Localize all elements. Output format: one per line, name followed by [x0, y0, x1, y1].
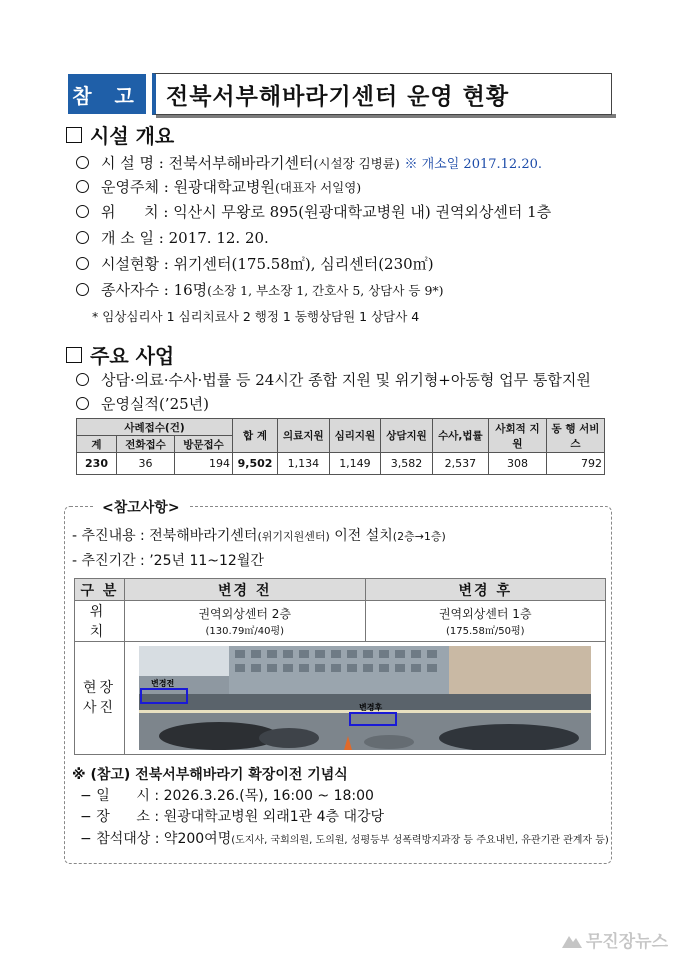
- ceremony-attendees-row: − 참석대상 : 약200여명(도지사, 국회의원, 도의원, 성평등부 성폭력방지과장 등 주요내빈, 유관기관 관계자 등): [80, 831, 609, 847]
- page-title: 전북서부해바라기센터 운영 현황: [166, 83, 510, 110]
- watermark: [562, 927, 668, 952]
- after-marker: [349, 712, 397, 726]
- stats-sub-header: 전화접수: [117, 436, 175, 453]
- facility-row-staff: 종사자수 : 16명 (소장 1, 부소장 1, 간호사 5, 상담사 등 9*): [76, 279, 444, 300]
- stats-header: 사회적 지 원: [489, 419, 547, 453]
- stats-sub-header: 방문접수: [175, 436, 233, 453]
- photo-cell: [125, 642, 606, 755]
- opening-date-note: ※ 개소일 2017.12.20.: [404, 157, 542, 172]
- stats-cell: 3,582: [381, 453, 433, 475]
- relocation-table: [74, 578, 606, 755]
- stats-header: 동 행 서비스: [547, 419, 605, 453]
- photo-tag-before: 변경전: [151, 679, 175, 688]
- reference-content-row: - 추진내용 : 전북해바라기센터(위기지원센터) 이전 설치(2층→1층): [72, 528, 446, 544]
- reference-label: <참고사항>: [94, 497, 188, 517]
- site-photo: [139, 646, 591, 750]
- row-label: 위 치: [101, 203, 159, 221]
- facility-row-opening: 개 소 일 : 2017. 12. 20.: [76, 227, 269, 248]
- stats-sub-header: 계: [77, 436, 117, 453]
- stats-header: 수사,법률: [432, 419, 488, 453]
- row-sub: (대표자 서일영): [275, 180, 362, 195]
- stats-cell: 230: [77, 453, 117, 475]
- stats-cell: 2,537: [432, 453, 488, 475]
- location-before: [125, 601, 366, 642]
- row-label: 종사자수: [101, 281, 159, 299]
- photo-tag-after: 변경후: [359, 703, 383, 712]
- row-value: 원광대학교병원: [173, 178, 275, 196]
- circle-bullet-icon: [76, 397, 89, 410]
- row-value: 2017. 12. 20.: [168, 229, 269, 247]
- stats-header: 합 계: [233, 419, 278, 453]
- row-label: 참석대상: [96, 831, 151, 847]
- staff-note: * 임상심리사 1 심리치료사 2 행정 1 동행상담원 1 상담사 4: [92, 309, 420, 324]
- ref-item-label: 추진내용 :: [81, 528, 145, 544]
- row-label: 장 소: [96, 809, 150, 825]
- change-header: 구 분: [75, 579, 125, 601]
- section2-heading: [66, 340, 174, 369]
- circle-bullet-icon: [76, 180, 89, 193]
- stats-cell: 308: [489, 453, 547, 475]
- ceremony-place-row: − 장 소 : 원광대학교병원 외래1관 4층 대강당: [80, 809, 385, 825]
- circle-bullet-icon: [76, 156, 89, 169]
- change-header: 변경 후: [365, 579, 606, 601]
- title-box: [152, 73, 612, 115]
- site-photo-image: [139, 646, 591, 750]
- row-label: 시설현황: [101, 255, 159, 273]
- section1-heading: [66, 120, 174, 149]
- photo-label: 현장 사진: [75, 642, 125, 755]
- before-text: 권역외상센터 2층: [198, 607, 292, 621]
- stats-cell: 1,134: [278, 453, 330, 475]
- square-bullet-icon: [66, 127, 82, 143]
- facility-row-status: 시설현황 : 위기센터(175.58㎡), 심리센터(230㎡): [76, 253, 434, 274]
- row-value: 16명: [173, 281, 208, 299]
- title-tag: 참 고: [68, 74, 146, 114]
- stats-cell: 792: [547, 453, 605, 475]
- row-label: 개 소 일: [101, 229, 155, 247]
- watermark-text: 무진장뉴스: [585, 932, 668, 952]
- row-value: 원광대학교병원 외래1관 4층 대강당: [163, 809, 385, 825]
- before-sub: (130.79㎡/40평): [205, 626, 285, 637]
- location-label: 위 치: [75, 601, 125, 642]
- stats-cell: 1,149: [329, 453, 381, 475]
- row-value: 익산시 무왕로 895(원광대학교병원 내) 권역외상센터 1층: [173, 203, 552, 221]
- row-label: 시 설 명: [101, 154, 155, 172]
- ceremony-time-row: − 일 시 : 2026.3.26.(목), 16:00 ~ 18:00: [80, 788, 374, 804]
- row-label: 운영주체: [101, 178, 159, 196]
- stats-header: 상담지원: [381, 419, 433, 453]
- after-sub: (175.58㎡/50평): [445, 626, 525, 637]
- ref-item-sub: (위기지원센터): [257, 530, 330, 543]
- facility-row-name: 시 설 명 : 전북서부해바라기센터 (시설장 김병륜) ※ 개소일 2017.12.20.: [76, 152, 542, 173]
- row-sub: (도지사, 국회의원, 도의원, 성평등부 성폭력방지과장 등 주요내빈, 유관기관 관계자 등): [231, 835, 609, 846]
- facility-row-operator: 운영주체 : 원광대학교병원 (대표자 서일영): [76, 176, 361, 197]
- ref-item-value: 전북해바라기센터: [149, 528, 258, 544]
- ref-item-label: 추진기간 :: [81, 553, 145, 569]
- section1-heading-text: 시설 개요: [90, 124, 175, 148]
- location-after: [365, 601, 606, 642]
- ceremony-title: ※ (참고) 전북서부해바라기 확장이전 기념식: [72, 767, 348, 783]
- performance-row: [76, 393, 209, 414]
- circle-bullet-icon: [76, 283, 89, 296]
- stats-table: [76, 418, 605, 475]
- row-sub: (소장 1, 부소장 1, 간호사 5, 상담사 등 9*): [207, 283, 444, 298]
- row-label: 일 시: [96, 788, 150, 804]
- after-text: 권역외상센터 1층: [438, 607, 532, 621]
- ref-item-after: 이전 설치: [329, 528, 393, 544]
- square-bullet-icon: [66, 347, 82, 363]
- row-value: 약200여명: [163, 831, 232, 847]
- business-text: 상담·의료·수사·법률 등 24시간 종합 지원 및 위기형+아동형 업무 통합지원: [101, 371, 591, 389]
- change-header: 변경 전: [125, 579, 366, 601]
- circle-bullet-icon: [76, 373, 89, 386]
- circle-bullet-icon: [76, 231, 89, 244]
- ref-item-value: ’25년 11~12월간: [149, 553, 264, 569]
- circle-bullet-icon: [76, 205, 89, 218]
- section2-heading-text: 주요 사업: [90, 344, 175, 368]
- stats-group-header: 사례접수(건): [77, 419, 233, 436]
- stats-header: 의료지원: [278, 419, 330, 453]
- ref-item-sub2: (2층→1층): [392, 530, 446, 543]
- stats-cell: 9,502: [233, 453, 278, 475]
- mountain-logo-icon: [562, 932, 582, 948]
- row-value: 위기센터(175.58㎡), 심리센터(230㎡): [173, 255, 434, 273]
- before-marker: [140, 688, 188, 704]
- circle-bullet-icon: [76, 257, 89, 270]
- table-row: [77, 453, 605, 475]
- stats-header: 심리지원: [329, 419, 381, 453]
- performance-text: 운영실적(’25년): [101, 395, 210, 413]
- reference-period-row: - 추진기간 : ’25년 11~12월간: [72, 553, 264, 569]
- row-value: 2026.3.26.(목), 16:00 ~ 18:00: [163, 788, 374, 804]
- business-row: [76, 369, 591, 390]
- row-value: 전북서부해바라기센터: [168, 154, 314, 172]
- facility-row-location: 위 치 : 익산시 무왕로 895(원광대학교병원 내) 권역외상센터 1층: [76, 201, 551, 222]
- stats-cell: 194: [175, 453, 233, 475]
- stats-cell: 36: [117, 453, 175, 475]
- row-sub: (시설장 김병륜): [313, 156, 400, 171]
